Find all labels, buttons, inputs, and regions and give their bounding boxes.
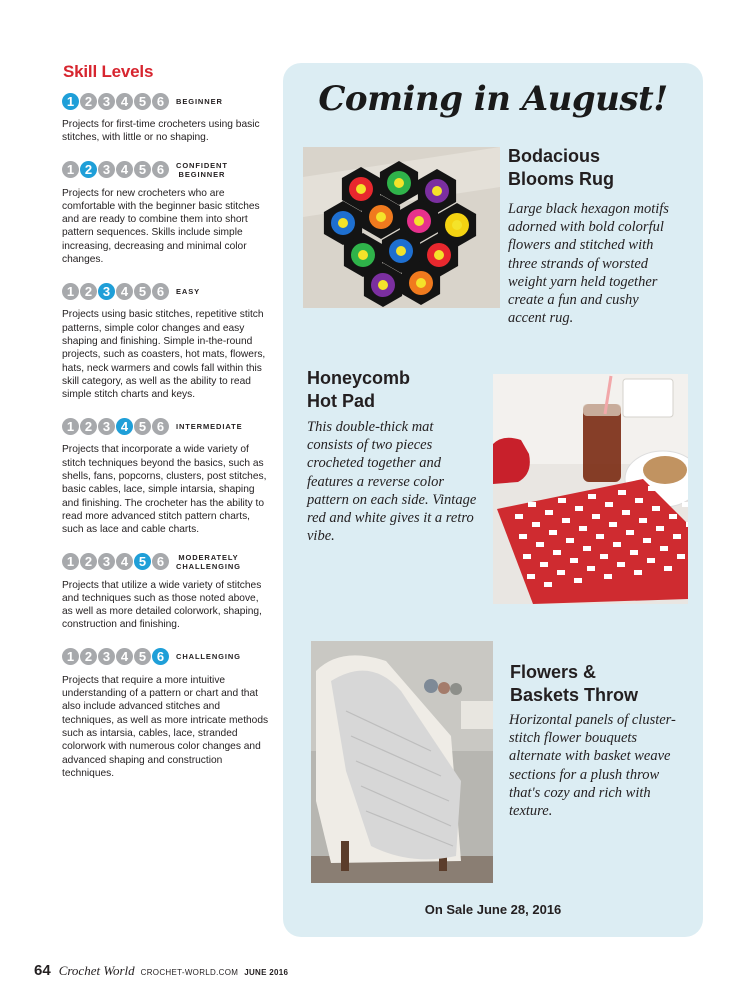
page-number: 64 [34, 962, 51, 979]
skill-dot-icon: 4 [116, 418, 133, 435]
skill-level-dots [62, 418, 170, 435]
skill-dot-icon: 3 [98, 648, 115, 665]
skill-level-dots [62, 648, 170, 665]
skill-level-description: Projects using basic stitches, repetitive stitch patterns, simple color changes and easy shaping and finishing. Simple in-the-round projects, such as coasters, hot mats, flowers, hats, neck warmers and cowls fall within this skill category, as well as the ability to read simple stitch charts and keys. [62, 309, 266, 401]
skill-dot-icon: 2 [80, 283, 97, 300]
skill-dot-icon: 3 [98, 93, 115, 110]
skill-dot-icon: 6 [152, 93, 169, 110]
skill-dot-icon: 4 [116, 161, 133, 178]
website-link[interactable]: CROCHET-WORLD.COM [140, 968, 239, 977]
skill-level-name: EASY [176, 286, 201, 296]
skill-dot-icon: 6 [152, 553, 169, 570]
skill-dot-icon: 4 [116, 553, 133, 570]
skill-dot-icon: 5 [134, 93, 151, 110]
skill-dot-icon: 5 [134, 283, 151, 300]
skill-level-header [62, 280, 272, 302]
skill-level-name: INTERMEDIATE [176, 421, 243, 431]
skill-dot-icon: 4 [116, 648, 133, 665]
skill-level-dots [62, 283, 170, 300]
skill-level-description: Projects that require a more intuitive understanding of a pattern or chart and that also include advanced stitches and techniques, as well as more intricate methods such as intarsia, cables, lace, stranded colorwork with numerous color changes and advanced shaping and construction techniques. [62, 674, 269, 779]
skill-level-description: Projects for new crocheters who are comfortable with the beginner basic stitches and are ready to combine them into short pattern sequences. Skills include simple increasing, decreasing and minimal color changes. [62, 187, 260, 266]
skill-dot-icon: 3 [98, 161, 115, 178]
on-sale-date: On Sale June 28, 2016 [424, 902, 562, 917]
skill-dot-icon: 3 [98, 418, 115, 435]
skill-levels-list [62, 90, 272, 780]
skill-level-3 [62, 280, 272, 401]
skill-level-name: CHALLENGING [176, 652, 241, 662]
skill-level-dots [62, 553, 170, 570]
skill-level-5 [62, 551, 272, 632]
skill-dot-icon: 4 [116, 283, 133, 300]
skill-dot-icon: 6 [152, 418, 169, 435]
issue-date: JUNE 2016 [244, 968, 289, 977]
skill-level-description: Projects that utilize a wide variety of stitches and techniques such as those noted above, as well as more detailed colorwork, shaping, construction and finishing. [62, 579, 262, 631]
skill-dot-icon: 5 [134, 553, 151, 570]
skill-level-header [62, 646, 272, 668]
skill-dot-icon: 1 [62, 553, 79, 570]
skill-dot-icon: 1 [62, 93, 79, 110]
skill-dot-icon: 2 [80, 418, 97, 435]
skill-level-name: CONFIDENT BEGINNER [176, 160, 228, 179]
skill-level-4 [62, 415, 272, 536]
hot-pad-title: Honeycomb Hot Pad [307, 368, 411, 411]
skill-dot-icon: 2 [80, 161, 97, 178]
skill-dot-icon: 5 [134, 418, 151, 435]
skill-dot-icon: 1 [62, 161, 79, 178]
skill-level-header [62, 90, 272, 112]
page-footer [34, 962, 288, 979]
hot-pad-description: This double-thick mat consists of two pieces crocheted together and features a reverse color pattern on each side. Vintage red and white gives it a retro vibe. [307, 419, 477, 545]
skill-dot-icon: 5 [134, 161, 151, 178]
skill-dot-icon: 1 [62, 418, 79, 435]
skill-level-6 [62, 646, 272, 780]
skill-level-header [62, 415, 272, 437]
skill-levels-section [62, 62, 272, 794]
throw-title: Flowers & Baskets Throw [510, 662, 639, 705]
skill-dot-icon: 2 [80, 648, 97, 665]
rug-photo [303, 147, 500, 308]
skill-dot-icon: 6 [152, 283, 169, 300]
skill-level-dots [62, 93, 170, 110]
rug-title: Bodacious Blooms Rug [508, 146, 614, 189]
skill-dot-icon: 3 [98, 553, 115, 570]
hot-pad-photo [493, 374, 688, 604]
skill-level-name: BEGINNER [176, 96, 223, 106]
skill-level-header [62, 159, 272, 181]
skill-level-description: Projects that incorporate a wide variety of stitch techniques beyond the basics, such as shells, fans, popcorns, clusters, post stitches, basic cables, lace, simple intarsia, shaping and finishing. The crocheter has the ability to read more advanced stitch pattern charts, such as lace and cable charts. [62, 444, 267, 536]
skill-level-dots [62, 161, 170, 178]
skill-level-description: Projects for first-time crocheters using basic stitches, with little or no shaping. [62, 119, 260, 144]
skill-dot-icon: 4 [116, 93, 133, 110]
skill-level-2 [62, 159, 272, 267]
skill-dot-icon: 2 [80, 93, 97, 110]
skill-dot-icon: 6 [152, 161, 169, 178]
skill-dot-icon: 6 [152, 648, 169, 665]
panel-title: Coming in August! [318, 79, 668, 119]
skill-level-name: MODERATELY CHALLENGING [176, 552, 241, 571]
skill-dot-icon: 1 [62, 283, 79, 300]
rug-description: Large black hexagon motifs adorned with bold colorful flowers and stitched with three strands of worsted weight yarn held together create a fun and cushy accent rug. [508, 201, 669, 327]
skill-level-header [62, 551, 272, 573]
throw-photo [311, 641, 493, 883]
skill-level-1 [62, 90, 272, 145]
throw-description: Horizontal panels of cluster-stitch flower bouquets alternate with basket weave sections for a plush throw that's cozy and rich with texture. [509, 712, 676, 820]
skill-dot-icon: 3 [98, 283, 115, 300]
skill-levels-title: Skill Levels [63, 62, 154, 81]
skill-dot-icon: 5 [134, 648, 151, 665]
magazine-name: Crochet World [58, 963, 135, 978]
skill-dot-icon: 2 [80, 553, 97, 570]
skill-dot-icon: 1 [62, 648, 79, 665]
